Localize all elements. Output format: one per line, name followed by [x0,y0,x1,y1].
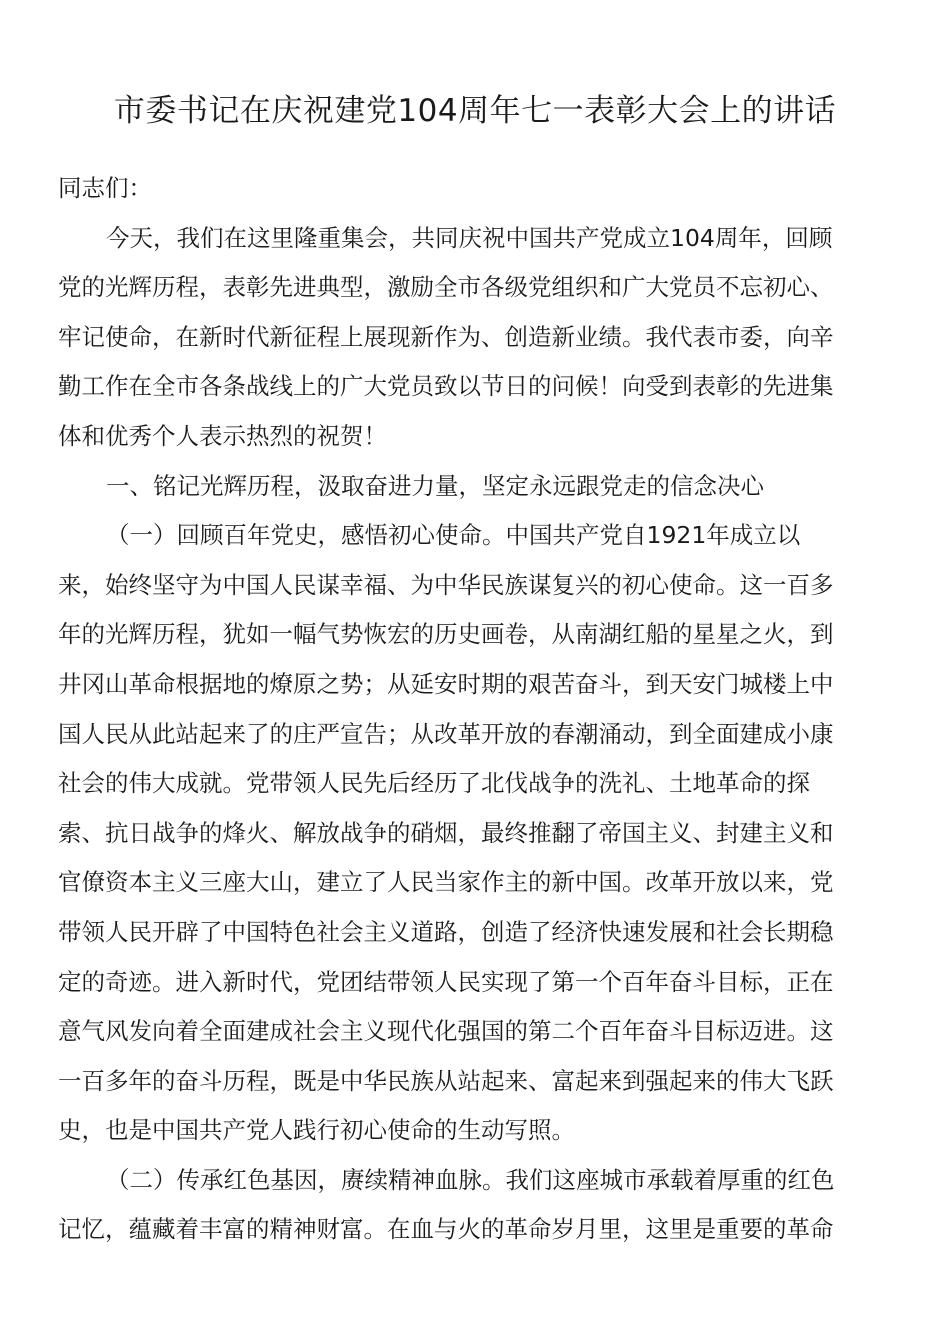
text-line: 来，始终坚守为中国人民谋幸福、为中华民族谋复兴的初心使命。这一百多 [58,570,834,599]
text-line: 一、铭记光辉历程，汲取奋进力量，坚定永远跟党走的信念决心 [106,471,764,500]
text-line: 定的奇迹。进入新时代，党团结带领人民实现了第一个百年奋斗目标，正在 [58,967,834,996]
text-line: 勤工作在全市各条战线上的广大党员致以节日的问候！向受到表彰的先进集 [58,372,834,401]
text-line: 体和优秀个人表示热烈的祝贺！ [58,421,387,450]
text-line: 党的光辉历程，表彰先进典型，激励全市各级党组织和广大党员不忘初心、 [58,273,834,302]
text-line: 记忆，蕴藏着丰富的精神财富。在血与火的革命岁月里，这里是重要的革命 [58,1215,834,1244]
text-line: 今天，我们在这里隆重集会，共同庆祝中国共产党成立104周年，回顾 [106,223,833,252]
text-line: 社会的伟大成就。党带领人民先后经历了北伐战争的洗礼、土地革命的探 [58,769,810,798]
greeting: 同志们： [58,174,152,202]
text-line: 官僚资本主义三座大山，建立了人民当家作主的新中国。改革开放以来，党 [58,868,834,897]
text-line: 年的光辉历程，犹如一幅气势恢宏的历史画卷，从南湖红船的星星之火，到 [58,620,834,649]
document-title: 市委书记在庆祝建党104周年七一表彰大会上的讲话 [113,92,837,129]
document-body [58,164,892,1255]
text-line: （二）传承红色基因，赓续精神血脉。我们这座城市承载着厚重的红色 [106,1165,835,1194]
text-line: 索、抗日战争的烽火、解放战争的硝烟，最终推翻了帝国主义、封建主义和 [58,818,834,847]
text-line: （一）回顾百年党史，感悟初心使命。中国共产党自1921年成立以 [106,521,801,550]
text-line: 史，也是中国共产党人践行初心使命的生动写照。 [58,1116,575,1145]
text-line: 一百多年的奋斗历程，既是中华民族从站起来、富起来到强起来的伟大飞跃 [58,1066,834,1095]
text-line: 带领人民开辟了中国特色社会主义道路，创造了经济快速发展和社会长期稳 [58,917,834,946]
text-line: 井冈山革命根据地的燎原之势；从延安时期的艰苦奋斗，到天安门城楼上中 [58,669,834,698]
text-line: 意气风发向着全面建成社会主义现代化强国的第二个百年奋斗目标迈进。这 [58,1017,834,1046]
text-line: 国人民从此站起来了的庄严宣告；从改革开放的春潮涌动，到全面建成小康 [58,719,834,748]
paragraph-lines [58,214,892,1255]
text-line: 牢记使命，在新时代新征程上展现新作为、创造新业绩。我代表市委，向辛 [58,322,834,351]
